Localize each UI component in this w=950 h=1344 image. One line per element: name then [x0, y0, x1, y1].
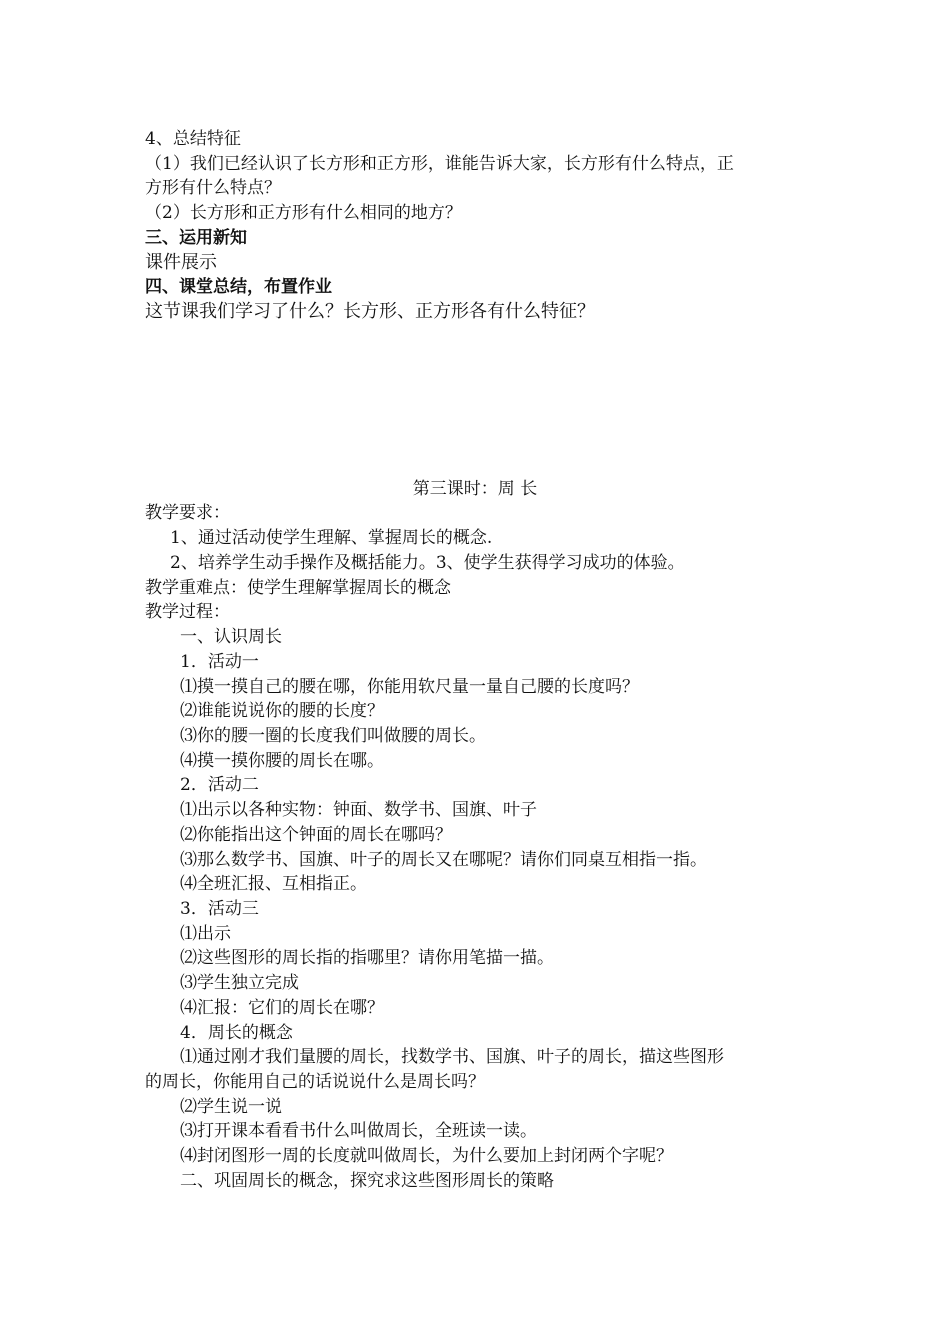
conclusion-text: 这节课我们学习了什么？长方形、正方形各有什么特征？: [145, 301, 595, 322]
question-1-line1: （1）我们已经认识了长方形和正方形，谁能告诉大家，长方形有什么特点，正: [145, 154, 734, 174]
activity-2-step-2: ⑵你能指出这个钟面的周长在哪吗？: [180, 825, 452, 845]
requirement-1: 1、通过活动使学生理解、掌握周长的概念.: [170, 528, 493, 548]
concept-step-4: ⑷封闭图形一周的长度就叫做周长，为什么要加上封闭两个字呢？: [180, 1146, 673, 1166]
activity-3-step-1: ⑴出示: [180, 924, 231, 944]
activity-1-step-3: ⑶你的腰一圈的长度我们叫做腰的周长。: [180, 726, 486, 746]
activity-1-step-2: ⑵谁能说说你的腰的长度？: [180, 701, 384, 721]
concept-step-3: ⑶打开课本看看书什么叫做周长，全班读一读。: [180, 1121, 537, 1141]
lesson-title: 第三课时：周 长: [412, 479, 538, 499]
activity-3: 3．活动三: [180, 899, 259, 919]
activity-3-step-4: ⑷汇报：它们的周长在哪？: [180, 998, 384, 1018]
activity-2-step-4: ⑷全班汇报、互相指正。: [180, 874, 367, 894]
section-2: 二、巩固周长的概念，探究求这些图形周长的策略: [180, 1171, 554, 1191]
question-2: （2）长方形和正方形有什么相同的地方？: [145, 203, 462, 223]
activity-1-step-4: ⑷摸一摸你腰的周长在哪。: [180, 751, 384, 771]
activity-2-step-1: ⑴出示以各种实物：钟面、数学书、国旗、叶子: [180, 800, 537, 820]
requirement-2: 2、培养学生动手操作及概括能力。3、使学生获得学习成功的体验。: [170, 553, 685, 573]
section-conclusion: 四、课堂总结，布置作业: [145, 277, 332, 297]
activity-3-step-2: ⑵这些图形的周长指的指哪里？请你用笔描一描。: [180, 948, 554, 968]
key-points: 教学重难点：使学生理解掌握周长的概念: [145, 578, 451, 598]
section-apply: 三、运用新知: [145, 228, 247, 248]
concept-step-1-line2: 的周长，你能用自己的话说说什么是周长吗？: [145, 1072, 485, 1092]
activity-3-step-3: ⑶学生独立完成: [180, 973, 299, 993]
concept-step-2: ⑵学生说一说: [180, 1097, 282, 1117]
activity-1-step-1: ⑴摸一摸自己的腰在哪，你能用软尺量一量自己腰的长度吗？: [180, 677, 639, 697]
activity-2-step-3: ⑶那么数学书、国旗、叶子的周长又在哪呢？请你们同桌互相指一指。: [180, 850, 707, 870]
activity-2: 2．活动二: [180, 775, 259, 795]
concept-heading: 4．周长的概念: [180, 1023, 293, 1043]
activity-1: 1．活动一: [180, 652, 259, 672]
heading-summary: 4、总结特征: [145, 129, 241, 149]
requirements-label: 教学要求：: [145, 503, 230, 523]
question-1-line2: 方形有什么特点？: [145, 178, 281, 198]
section-1: 一、认识周长: [180, 627, 282, 647]
concept-step-1-line1: ⑴通过刚才我们量腰的周长，找数学书、国旗、叶子的周长，描这些图形: [180, 1047, 724, 1067]
process-label: 教学过程：: [145, 602, 230, 622]
courseware-show: 课件展示: [145, 252, 217, 273]
